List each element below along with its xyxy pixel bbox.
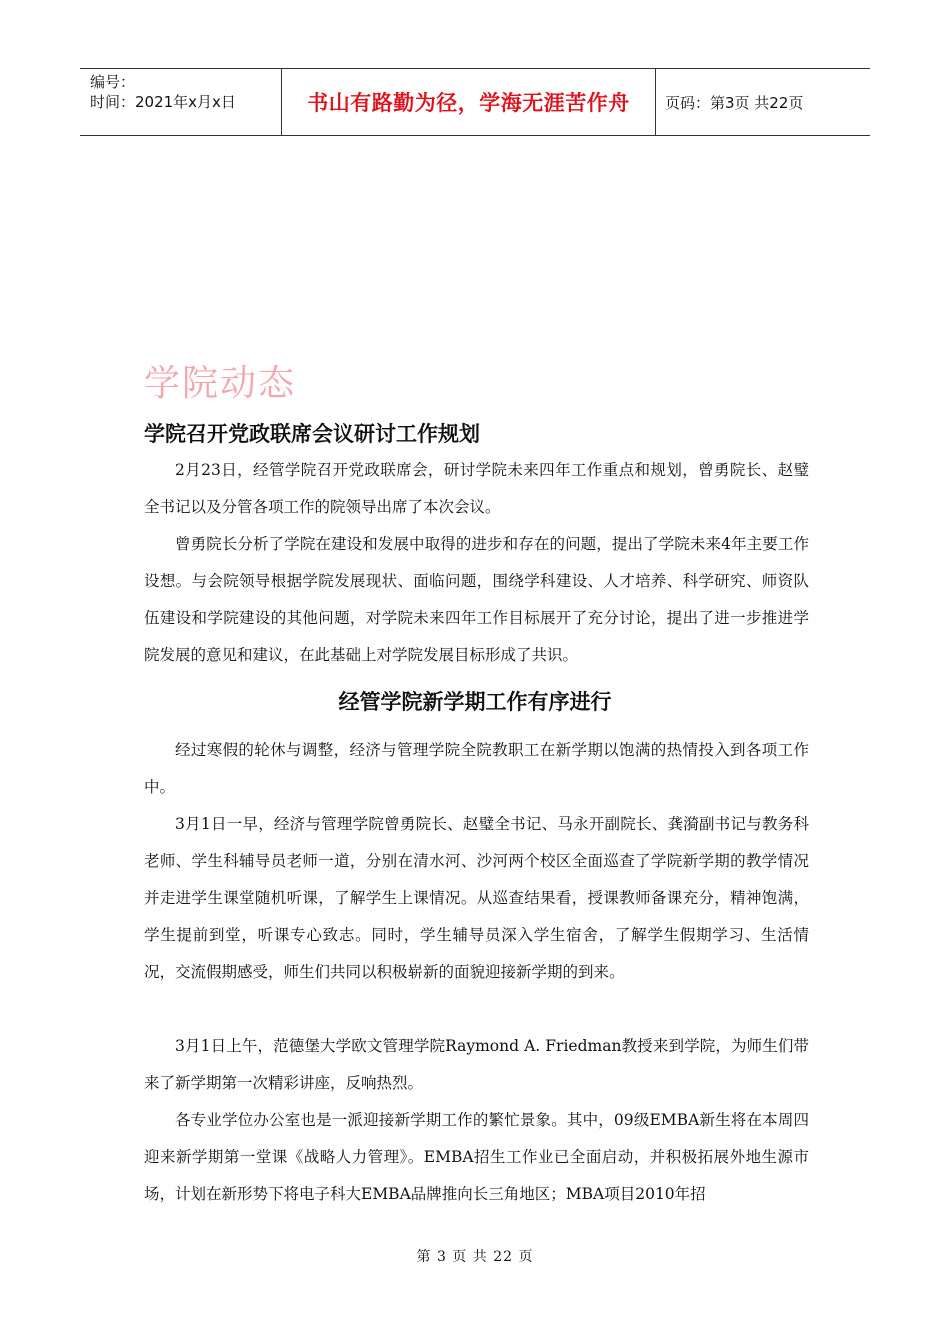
article-paragraph: 3月1日上午，范德堡大学欧文管理学院Raymond A. Friedman教授来到学院，为师生们带来了新学期第一次精彩讲座，反响热烈。	[144, 1037, 809, 1092]
article-title: 学院召开党政联席会议研讨工作规划	[144, 422, 480, 446]
article-title: 经管学院新学期工作有序进行	[338, 690, 612, 714]
article-paragraph: 各专业学位办公室也是一派迎接新学期工作的繁忙景象。其中，09级EMBA新生将在本周四迎来新学期第一堂课《战略人力管理》。EMBA招生工作业已全面启动，并积极拓展外地生源市场，计划在新形势下将电子科大EMBA品牌推向长三角地区；MBA项目2010年招	[144, 1111, 809, 1203]
article-paragraph: 2月23日，经管学院召开党政联席会，研讨学院未来四年工作重点和规划，曾勇院长、赵璧全书记以及分管各项工作的院领导出席了本次会议。	[144, 461, 809, 516]
article-paragraph: 经过寒假的轮休与调整，经济与管理学院全院教职工在新学期以饱满的热情投入到各项工作中。	[144, 741, 809, 796]
header-page-info: 页码：第3页 共22页	[665, 93, 804, 112]
time-label: 时间：2021年x月x日	[90, 93, 236, 111]
section-heading: 学院动态	[144, 363, 297, 404]
article-paragraph: 曾勇院长分析了学院在建设和发展中取得的进步和存在的问题，提出了学院未来4年主要工作设想。与会院领导根据学院发展现状、面临问题，围绕学科建设、人才培养、科学研究、师资队伍建设和学院建设的其他问题，对学院未来四年工作目标展开了充分讨论，提出了进一步推进学院发展的意见和建议，在此基础上对学院发展目标形成了共识。	[144, 535, 809, 664]
number-label: 编号：	[90, 73, 136, 91]
header-motto: 书山有路勤为径，学海无涯苦作舟	[282, 69, 656, 135]
document-header	[80, 68, 870, 136]
header-meta	[80, 69, 282, 135]
page-footer: 第 3 页 共 22 页	[416, 1249, 534, 1265]
article-paragraph: 3月1日一早，经济与管理学院曾勇院长、赵璧全书记、马永开副院长、龚漪副书记与教务科老师、学生科辅导员老师一道，分别在清水河、沙河两个校区全面巡查了学院新学期的教学情况并走进学生课堂随机听课，了解学生上课情况。从巡查结果看，授课教师备课充分，精神饱满，学生提前到堂，听课专心致志。同时，学生辅导员深入学生宿舍，了解学生假期学习、生活情况，交流假期感受，师生们共同以积极崭新的面貌迎接新学期的到来。	[144, 815, 809, 981]
